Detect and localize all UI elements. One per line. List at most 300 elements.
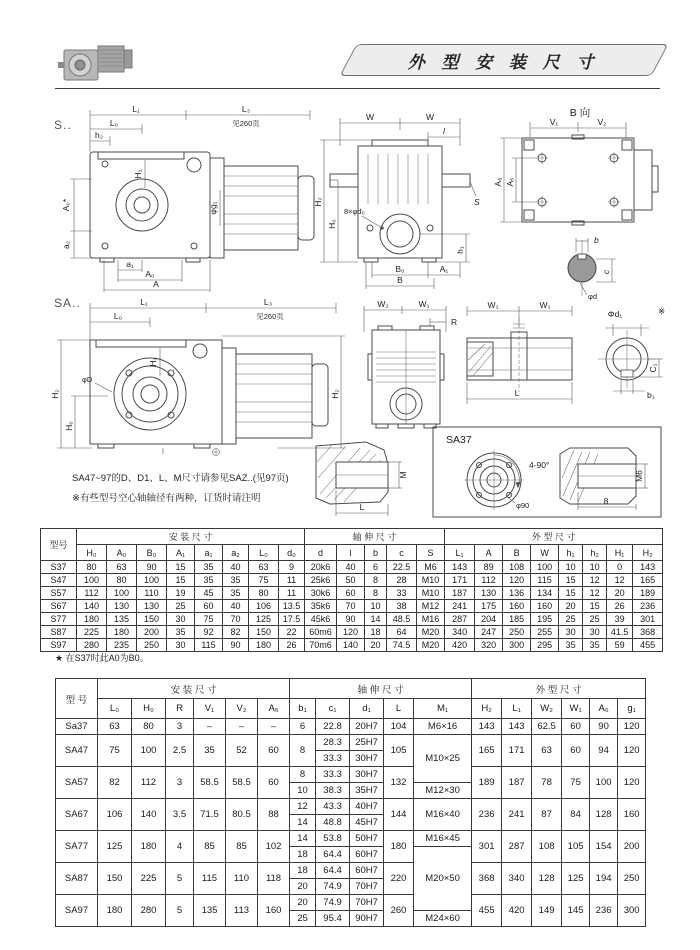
- dim-D: φD: [82, 375, 93, 384]
- table-cell: 12: [290, 799, 316, 815]
- model-cell: SA77: [56, 831, 98, 863]
- table-cell: 22.8: [316, 719, 350, 735]
- dim-L3: L₃: [241, 104, 251, 114]
- table-cell: 12: [583, 574, 607, 587]
- table-cell: 149: [532, 895, 562, 927]
- column-header: L: [384, 699, 414, 719]
- table-cell: 160: [618, 799, 646, 831]
- s-front-view-drawing: [310, 110, 485, 295]
- column-header: R: [166, 699, 194, 719]
- table-cell: 280: [132, 895, 166, 927]
- table-cell: 368: [472, 863, 502, 895]
- table-cell: 41.5: [607, 626, 633, 639]
- table-cell: 110: [226, 863, 258, 895]
- column-header: a₂: [223, 545, 249, 561]
- table-cell: 112: [132, 767, 166, 799]
- table-cell: 20: [365, 639, 387, 652]
- table-row: [41, 529, 663, 545]
- table-cell: 15: [559, 574, 583, 587]
- table-cell: 28: [387, 574, 417, 587]
- table-cell: 20: [607, 587, 633, 600]
- column-header: M₁: [414, 699, 472, 719]
- table-cell: 250: [137, 639, 167, 652]
- table-cell: 63: [107, 561, 137, 574]
- table-cell: M16×45: [414, 831, 472, 847]
- table-cell: 5: [166, 863, 194, 895]
- table-cell: 30: [167, 613, 195, 626]
- table-cell: 3.5: [166, 799, 194, 831]
- table-cell: 120: [618, 719, 646, 735]
- table-cell: 48.5: [387, 613, 417, 626]
- table-cell: 60: [258, 735, 290, 767]
- table-cell: 104: [384, 719, 414, 735]
- table-cell: 187: [502, 767, 532, 799]
- table-cell: 236: [633, 600, 663, 613]
- table-cell: 64.4: [316, 847, 350, 863]
- table-cell: 22.5: [387, 561, 417, 574]
- table-cell: 35H7: [350, 783, 384, 799]
- table-cell: 35: [223, 587, 249, 600]
- table-cell: 130: [107, 600, 137, 613]
- table-cell: 455: [472, 895, 502, 927]
- table-cell: 30H7: [350, 767, 384, 783]
- table-cell: M16×40: [414, 799, 472, 831]
- table-cell: 63: [532, 735, 562, 767]
- table-cell: 8: [365, 574, 387, 587]
- model-cell: S77: [41, 613, 77, 626]
- column-header: c₁: [316, 699, 350, 719]
- model-cell: SA87: [56, 863, 98, 895]
- table-cell: 128: [590, 799, 618, 831]
- column-header: H₂: [472, 699, 502, 719]
- table-cell: 118: [258, 863, 290, 895]
- table-cell: 60m6: [305, 626, 337, 639]
- column-header: l: [337, 545, 365, 561]
- column-header: V₁: [194, 699, 226, 719]
- column-header: H₀: [77, 545, 107, 561]
- table-cell: 40: [337, 561, 365, 574]
- column-group-header: 轴 伸 尺 寸: [290, 679, 472, 699]
- table-cell: 90: [590, 719, 618, 735]
- table-row: [56, 895, 646, 911]
- table-cell: M12: [417, 600, 445, 613]
- dim-H2: H₂: [313, 197, 323, 207]
- dim-bolt-holes: 8×φd₀: [344, 207, 365, 216]
- table-row: [56, 699, 646, 719]
- table-cell: 204: [475, 613, 503, 626]
- dim-W1b: W₁: [539, 300, 551, 310]
- column-group-header: 安 装 尺 寸: [98, 679, 290, 699]
- table-cell: 25: [290, 911, 316, 927]
- dim-C1: C₁: [648, 363, 658, 373]
- table-cell: 33: [387, 587, 417, 600]
- table-row: [56, 735, 646, 751]
- table-cell: 180: [77, 613, 107, 626]
- table-cell: 25: [167, 600, 195, 613]
- table-cell: 150: [137, 613, 167, 626]
- table-cell: 60H7: [350, 863, 384, 879]
- table-cell: 35k6: [305, 600, 337, 613]
- dim-B0: B₀: [395, 264, 405, 274]
- dim-H0: H₀: [327, 219, 337, 229]
- table-cell: 15: [559, 587, 583, 600]
- table-cell: 64.4: [316, 863, 350, 879]
- table-cell: 30: [583, 626, 607, 639]
- column-header: A₆: [590, 699, 618, 719]
- table-cell: 150: [249, 626, 279, 639]
- table-cell: 143: [472, 719, 502, 735]
- table-cell: 10: [583, 561, 607, 574]
- table-cell: 60H7: [350, 847, 384, 863]
- table-cell: 85: [226, 831, 258, 863]
- column-header: A: [475, 545, 503, 561]
- s-side-view-drawing: [48, 102, 338, 294]
- table-cell: 50: [337, 574, 365, 587]
- table-cell: 89: [475, 561, 503, 574]
- table-cell: 241: [502, 799, 532, 831]
- table-cell: 18: [290, 863, 316, 879]
- table-cell: 35: [194, 735, 226, 767]
- table-cell: 420: [445, 639, 475, 652]
- table-cell: –: [258, 719, 290, 735]
- table-cell: 80: [249, 587, 279, 600]
- table-cell: 180: [384, 831, 414, 863]
- table-cell: 38: [387, 600, 417, 613]
- model-cell: SA97: [56, 895, 98, 927]
- table-row: [56, 719, 646, 735]
- dim-L1: L₁: [132, 104, 140, 114]
- table-cell: 14: [365, 613, 387, 626]
- table-cell: 194: [590, 863, 618, 895]
- table-cell: 33.3: [316, 751, 350, 767]
- table-cell: 50H7: [350, 831, 384, 847]
- table-cell: 8: [290, 735, 316, 767]
- table-cell: 247: [475, 626, 503, 639]
- table-cell: 295: [531, 639, 559, 652]
- table-cell: 340: [445, 626, 475, 639]
- dim-W1a: W₁: [487, 300, 499, 310]
- table-cell: 135: [194, 895, 226, 927]
- table-cell: 171: [502, 735, 532, 767]
- column-header: L₁: [502, 699, 532, 719]
- table-row: [41, 600, 663, 613]
- table-cell: 200: [137, 626, 167, 639]
- table-cell: 180: [107, 626, 137, 639]
- table-row: [41, 574, 663, 587]
- table-cell: 128: [532, 863, 562, 895]
- table-cell: 20H7: [350, 719, 384, 735]
- table-cell: 200: [618, 831, 646, 863]
- dim-W1: W₁: [418, 299, 430, 309]
- title-banner: [339, 44, 668, 76]
- table-cell: 20: [290, 895, 316, 911]
- b-view-title: B 向: [569, 107, 591, 119]
- table-cell: 160: [531, 600, 559, 613]
- table-cell: 106: [249, 600, 279, 613]
- dim-h1: h₁: [455, 246, 465, 254]
- table-cell: 195: [531, 613, 559, 626]
- table-cell: 3: [166, 767, 194, 799]
- table-cell: 70: [223, 613, 249, 626]
- table-cell: 300: [503, 639, 531, 652]
- sa-hollow-shaft-drawing: [455, 300, 670, 415]
- dim-H1: H₁: [148, 357, 158, 367]
- table-cell: 160: [258, 895, 290, 927]
- model-cell: S87: [41, 626, 77, 639]
- table-cell: 60: [562, 719, 590, 735]
- table-cell: 187: [445, 587, 475, 600]
- table-cell: 35: [583, 639, 607, 652]
- table-cell: 132: [384, 767, 414, 799]
- table-cell: 300: [618, 895, 646, 927]
- table-cell: 58.5: [194, 767, 226, 799]
- table-cell: 165: [633, 574, 663, 587]
- table-cell: 90H7: [350, 911, 384, 927]
- section-label-s: S..: [54, 118, 72, 132]
- table-cell: 39: [607, 613, 633, 626]
- table-cell: 368: [633, 626, 663, 639]
- dim-B: B: [397, 275, 403, 285]
- table-cell: 180: [98, 895, 132, 927]
- table-cell: 4: [166, 831, 194, 863]
- dim-L1: L₁: [140, 297, 148, 307]
- table-cell: 154: [590, 831, 618, 863]
- table-cell: 220: [384, 863, 414, 895]
- table-cell: 60: [258, 767, 290, 799]
- table-cell: M20: [417, 626, 445, 639]
- table-cell: 92: [195, 626, 223, 639]
- sa-series-dimension-table: [55, 678, 646, 927]
- column-header: h₂: [583, 545, 607, 561]
- s-series-dimension-table: [40, 528, 663, 652]
- table-cell: 25: [583, 613, 607, 626]
- table-cell: 320: [475, 639, 503, 652]
- table-cell: 75: [562, 767, 590, 799]
- dim-a1: a₁: [126, 259, 134, 269]
- table-cell: 136: [503, 587, 531, 600]
- dim-dia90: φ90: [516, 501, 530, 510]
- table-cell: 112: [475, 574, 503, 587]
- table-cell: 17.5: [279, 613, 305, 626]
- table-row: [56, 831, 646, 847]
- b-view-drawing: [490, 102, 665, 302]
- table-cell: 189: [472, 767, 502, 799]
- column-header: S: [417, 545, 445, 561]
- table-cell: 19: [167, 587, 195, 600]
- table-cell: 144: [384, 799, 414, 831]
- table-cell: 120: [337, 626, 365, 639]
- table-cell: 78: [532, 767, 562, 799]
- table-cell: 75: [249, 574, 279, 587]
- table-cell: 11: [279, 587, 305, 600]
- table-cell: 84: [562, 799, 590, 831]
- sa-note-1: SA47~97的D、D1、L、M尺寸请参见SAZ..(见97页): [72, 473, 289, 484]
- table-cell: 15: [583, 600, 607, 613]
- table-cell: 115: [194, 863, 226, 895]
- table-cell: 20: [290, 879, 316, 895]
- column-header: A₅: [258, 699, 290, 719]
- column-header: g₁: [618, 699, 646, 719]
- model-column-header: 型 号: [56, 679, 98, 719]
- table-cell: 87: [532, 799, 562, 831]
- table-cell: M6×16: [414, 719, 472, 735]
- table-cell: 45k6: [305, 613, 337, 626]
- table-cell: 115: [531, 574, 559, 587]
- column-header: W₂: [532, 699, 562, 719]
- table-row: [41, 587, 663, 600]
- table-cell: 10: [559, 561, 583, 574]
- table-cell: 115: [195, 639, 223, 652]
- dim-c: c: [601, 269, 611, 275]
- dim-R: R: [451, 317, 458, 327]
- table-row: [41, 613, 663, 626]
- model-cell: S97: [41, 639, 77, 652]
- column-group-header: 安 装 尺 寸: [77, 529, 305, 545]
- column-header: d₀: [279, 545, 305, 561]
- table-cell: 25: [559, 613, 583, 626]
- sa-note-2: ※有些型号空心轴轴径有两种，订货时请注明: [72, 493, 261, 504]
- reference-mark: ※: [658, 306, 666, 316]
- dim-h2: h₂: [94, 130, 104, 140]
- column-group-header: 外 型 尺 寸: [445, 529, 663, 545]
- table-cell: 48.8: [316, 815, 350, 831]
- table-cell: 80: [77, 561, 107, 574]
- model-cell: SA47: [56, 735, 98, 767]
- table-cell: 260: [384, 895, 414, 927]
- column-header: A₀: [107, 545, 137, 561]
- table-cell: 3: [166, 719, 194, 735]
- dim-S: S: [474, 197, 480, 207]
- table-cell: 90: [223, 639, 249, 652]
- table-row: [41, 561, 663, 574]
- table-cell: 70m6: [305, 639, 337, 652]
- table-row: [41, 626, 663, 639]
- table-cell: 85: [194, 831, 226, 863]
- table-cell: 235: [107, 639, 137, 652]
- table-cell: 63: [98, 719, 132, 735]
- table-cell: –: [194, 719, 226, 735]
- column-header: V₂: [226, 699, 258, 719]
- column-header: h₁: [559, 545, 583, 561]
- table-cell: 90: [337, 613, 365, 626]
- table-cell: 52: [226, 735, 258, 767]
- table-cell: M16: [417, 613, 445, 626]
- dim-V1: V₁: [549, 117, 559, 127]
- table-cell: 102: [258, 831, 290, 863]
- table-cell: 189: [633, 587, 663, 600]
- sa37-detail-box: [432, 426, 662, 518]
- table-cell: 40: [223, 561, 249, 574]
- table-cell: 287: [502, 831, 532, 863]
- table-cell: 100: [137, 574, 167, 587]
- table-cell: 143: [502, 719, 532, 735]
- table-cell: 150: [98, 863, 132, 895]
- table-cell: 45: [195, 587, 223, 600]
- dim-A6: A₆: [493, 177, 503, 187]
- table-cell: M6: [417, 561, 445, 574]
- column-header: L₀: [98, 699, 132, 719]
- table-cell: 100: [132, 735, 166, 767]
- table-cell: 18: [290, 847, 316, 863]
- table-cell: 35: [195, 561, 223, 574]
- table-cell: 14: [290, 815, 316, 831]
- table-cell: 236: [590, 895, 618, 927]
- model-cell: SA67: [56, 799, 98, 831]
- model-cell: S57: [41, 587, 77, 600]
- table-cell: 70: [337, 600, 365, 613]
- table-cell: 58.5: [226, 767, 258, 799]
- dim-W-left: W: [365, 112, 375, 122]
- table-cell: 20k6: [305, 561, 337, 574]
- model-cell: SA57: [56, 767, 98, 799]
- table-cell: 420: [502, 895, 532, 927]
- page-title: 外 型 安 装 尺 寸: [408, 52, 600, 72]
- table-cell: 160: [503, 600, 531, 613]
- table-cell: 165: [472, 735, 502, 767]
- table-cell: 340: [502, 863, 532, 895]
- table-cell: 255: [531, 626, 559, 639]
- header-rule: [55, 88, 660, 89]
- dim-M6: M6: [634, 470, 644, 482]
- table-cell: 88: [258, 799, 290, 831]
- table-cell: 64: [387, 626, 417, 639]
- table-cell: 26: [607, 600, 633, 613]
- column-group-header: 轴 伸 尺 寸: [305, 529, 445, 545]
- dim-angle: 4-90°: [529, 460, 550, 470]
- table-cell: 94: [590, 735, 618, 767]
- ml-shaft-detail-drawing: [300, 434, 410, 522]
- table-cell: 100: [77, 574, 107, 587]
- dim-b: b: [594, 235, 599, 245]
- table-cell: 60: [337, 587, 365, 600]
- dim-L0: L₀: [113, 311, 123, 321]
- table-cell: 26: [279, 639, 305, 652]
- gearbox-photo: [58, 36, 138, 88]
- model-column-header: 型号: [41, 529, 77, 561]
- table-cell: 40: [223, 600, 249, 613]
- table-cell: 35: [223, 574, 249, 587]
- column-header: W₁: [562, 699, 590, 719]
- table-cell: 12: [607, 574, 633, 587]
- table-cell: 82: [98, 767, 132, 799]
- table-cell: 22: [279, 626, 305, 639]
- table-cell: 171: [445, 574, 475, 587]
- table-cell: 120: [503, 574, 531, 587]
- table-cell: 180: [249, 639, 279, 652]
- table-cell: 70H7: [350, 879, 384, 895]
- table-cell: 140: [132, 799, 166, 831]
- table-cell: 287: [445, 613, 475, 626]
- table-cell: 95.4: [316, 911, 350, 927]
- table-cell: 25H7: [350, 735, 384, 751]
- table-cell: 90: [137, 561, 167, 574]
- dim-L3: L₃: [263, 297, 273, 307]
- dim-L: L: [514, 388, 520, 398]
- table-cell: 185: [503, 613, 531, 626]
- table-row: [56, 863, 646, 879]
- table-cell: 236: [472, 799, 502, 831]
- table-cell: M20×50: [414, 847, 472, 911]
- column-header: b₁: [290, 699, 316, 719]
- table-cell: 59: [607, 639, 633, 652]
- column-header: b: [365, 545, 387, 561]
- table-cell: 301: [472, 831, 502, 863]
- table-cell: 100: [590, 767, 618, 799]
- dim-L0: L₀: [109, 118, 119, 128]
- table-cell: 108: [532, 831, 562, 863]
- column-header: B₀: [137, 545, 167, 561]
- table-cell: 60: [195, 600, 223, 613]
